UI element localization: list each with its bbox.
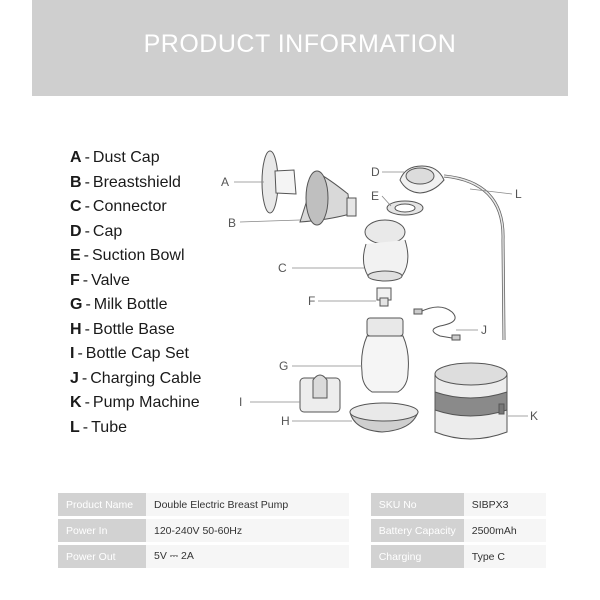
spec-label: SKU No — [371, 493, 464, 516]
callout-l: L — [515, 187, 522, 201]
callout-a: A — [221, 175, 230, 189]
spec-label: Charging — [371, 545, 464, 568]
callout-f: F — [308, 294, 316, 308]
legend-item: D - Cap — [70, 222, 123, 240]
spec-value: Type C — [464, 545, 546, 568]
legend-item: K - Pump Machine — [70, 394, 200, 411]
legend-item: L - Tube — [70, 418, 127, 436]
callout-b: B — [228, 216, 237, 230]
callout-i: I — [239, 395, 243, 409]
page-title: PRODUCT INFORMATION — [143, 30, 457, 58]
spec-value: SIBPX3 — [464, 493, 546, 516]
table-row — [58, 519, 546, 542]
valve-drawing — [377, 288, 391, 306]
breastshield-drawing — [300, 171, 356, 225]
spec-value: 5V ⎓ 2A — [146, 545, 349, 568]
legend-item: E - Suction Bowl — [70, 247, 185, 264]
bottle-base-drawing — [350, 403, 418, 432]
spec-value: Double Electric Breast Pump — [146, 493, 349, 516]
callout-g: G — [279, 359, 289, 373]
milk-bottle-drawing — [362, 318, 409, 392]
spec-value: 2500mAh — [464, 519, 546, 542]
callout-e: E — [371, 189, 380, 203]
legend-item: I - Bottle Cap Set — [70, 345, 189, 362]
legend-item: B - Breastshield — [70, 173, 181, 191]
callout-j: J — [481, 323, 487, 337]
legend-item: H - Bottle Base — [70, 320, 175, 338]
pump-machine-drawing — [435, 363, 507, 439]
table-row — [58, 493, 546, 516]
callout-c: C — [278, 261, 287, 275]
connector-drawing — [363, 220, 407, 281]
bottle-cap-set-drawing — [300, 375, 340, 412]
spec-label: Power Out — [58, 545, 146, 568]
charging-cable-drawing — [414, 307, 460, 340]
spec-label: Product Name — [58, 493, 146, 516]
legend-item: F - Valve — [70, 271, 130, 289]
legend-item: G - Milk Bottle — [70, 296, 168, 313]
tube-drawing — [444, 176, 504, 340]
legend-item: J - Charging Cable — [70, 369, 202, 387]
callout-k: K — [530, 409, 539, 423]
dust-cap-drawing — [262, 151, 296, 213]
suction-bowl-drawing — [387, 201, 423, 215]
spec-value: 120-240V 50-60Hz — [146, 519, 349, 542]
spec-table — [58, 490, 546, 571]
table-row — [58, 545, 546, 568]
cap-drawing — [400, 166, 444, 193]
spec-label: Battery Capacity — [371, 519, 464, 542]
spec-label: Power In — [58, 519, 146, 542]
callout-h: H — [281, 414, 290, 428]
legend-item: C - Connector — [70, 198, 167, 215]
callout-d: D — [371, 165, 380, 179]
legend-item: A - Dust Cap — [70, 149, 160, 166]
